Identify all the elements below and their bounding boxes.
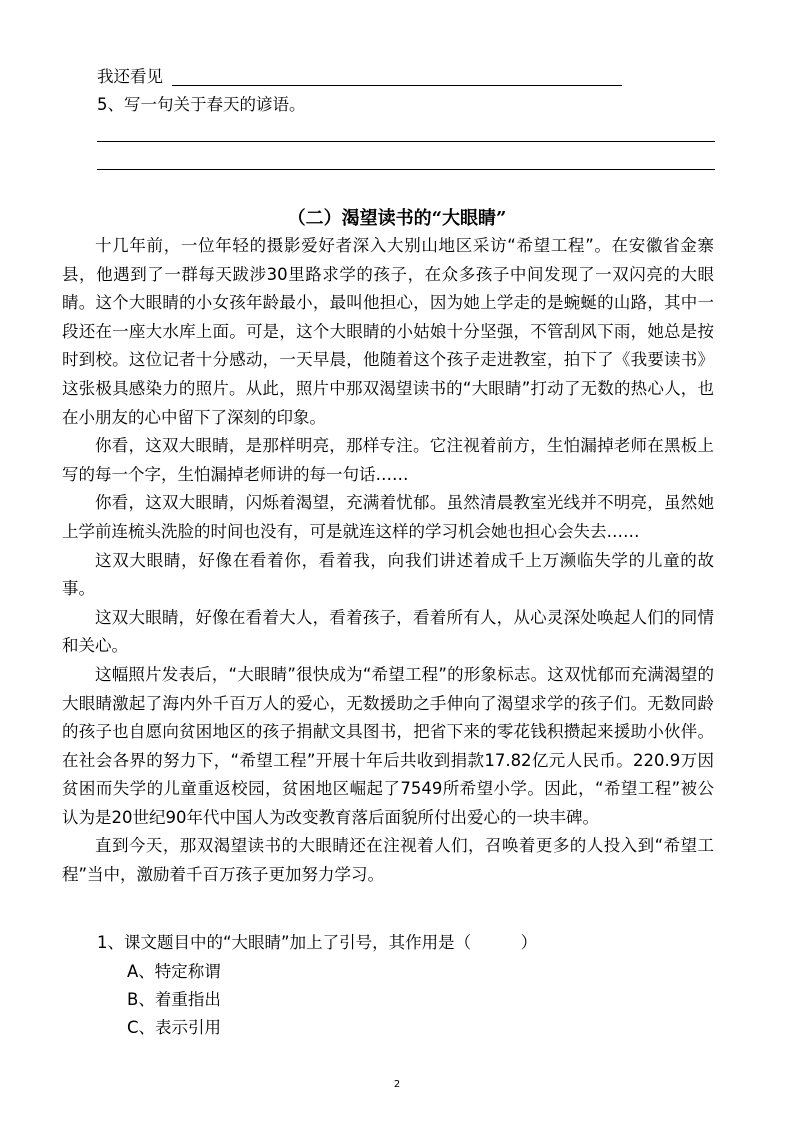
answer-line-q5-2 [97, 169, 715, 170]
option-c: C、表示引用 [127, 1018, 222, 1037]
question-5: 5、写一句关于春天的谚语。 [97, 95, 306, 114]
paragraph-1: 十几年前，一位年轻的摄影爱好者深入大别山地区采访“希望工程”。在安徽省金寨县，他遇到了一群每天跋涉30里路求学的孩子，在众多孩子中间发现了一双闪亮的大眼睛。这个大眼睛的小女孩年龄最小，最叫他担心，因为她上学走的是蜿蜒的山路，其中一段还在一座大水库上面。可是，这个大眼睛的小姑娘十分坚强，不管刮风下雨，她总是按时到校。这位记者十分感动，一天早晨，他随着这个孩子走进教室，拍下了《我要读书》这张极具感染力的照片。从此，照片中那双渴望读书的“大眼睛”打动了无数的热心人，也在小朋友的心中留下了深刻的印象。 [62, 236, 714, 427]
answer-line-see [172, 85, 622, 86]
paragraph-5: 这双大眼睛，好像在看着大人，看着孩子，看着所有人，从心灵深处唤起人们的同情和关心。 [62, 607, 714, 656]
paragraph-4: 这双大眼睛，好像在看着你，看着我，向我们讲述着成千上万濒临失学的儿童的故事。 [62, 550, 714, 599]
see-label: 我还看见 [97, 67, 163, 86]
paragraph-6: 这幅照片发表后，“大眼睛”很快成为“希望工程”的形象标志。这双忧郁而充满渴望的大眼睛激起了海内外千百万人的爱心，无数援助之手伸向了渴望求学的孩子们。无数同龄的孩子也自愿向贫困地区的孩子捐献文具图书，把省下来的零花钱积攒起来援助小伙伴。在社会各界的努力下，“希望工程”开展十年后共收到捐款17.82亿元人民币。220.9万因贫困而失学的儿童重返校园，贫困地区崛起了7549所希望小学。因此，“希望工程”被公认为是20世纪90年代中国人为改变教育落后面貌所付出爱心的一块丰碑。 [62, 664, 714, 827]
option-a: A、特定称谓 [127, 962, 221, 981]
answer-line-q5-1 [97, 141, 715, 142]
section-title: （二）渴望读书的“大眼睛” [287, 208, 507, 229]
paragraph-3: 你看，这双大眼睛，闪烁着渴望，充满着忧郁。虽然清晨教室光线并不明亮，虽然她上学前连梳头洗脸的时间也没有，可是就连这样的学习机会她也担心会失去…… [62, 493, 714, 541]
option-b: B、着重指出 [127, 990, 221, 1009]
question-1: 1、课文题目中的“大眼睛”加上了引号，其作用是（ ） [97, 933, 538, 952]
page-number: 2 [393, 1079, 401, 1090]
paragraph-7: 直到今天，那双渴望读书的大眼睛还在注视着人们，召唤着更多的人投入到“希望工程”当中，激励着千百万孩子更加努力学习。 [62, 836, 714, 885]
paragraph-2: 你看，这双大眼睛，是那样明亮，那样专注。它注视着前方，生怕漏掉老师在黑板上写的每一个字，生怕漏掉老师讲的每一句话…… [62, 436, 714, 484]
article-body [62, 232, 714, 890]
